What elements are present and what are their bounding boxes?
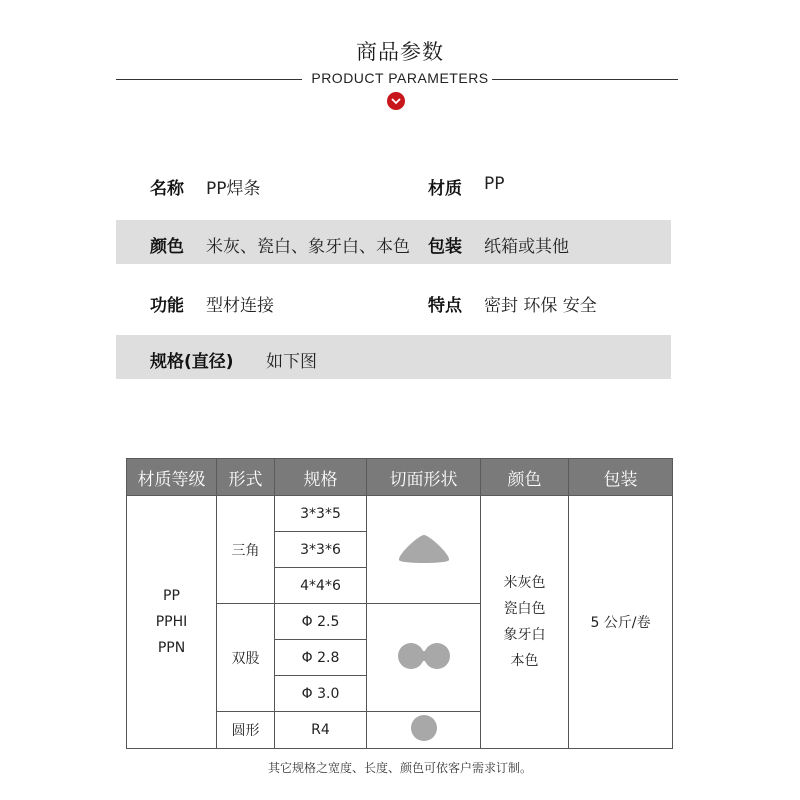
param-row-name [116, 162, 671, 206]
param-label: 包装 [428, 237, 462, 257]
footnote: 其它规格之宽度、长度、颜色可依客户需求订制。 [267, 761, 532, 775]
param-row-function [116, 279, 671, 323]
spec-cell: Φ 2.5 [275, 604, 367, 640]
color-item: 瓷白色 [503, 601, 546, 617]
column-header: 包装 [569, 459, 673, 496]
grade-item: PPHI [155, 614, 188, 630]
spec-cell: 4*4*6 [275, 568, 367, 604]
shape-cell [367, 496, 481, 604]
double-strand-shape [394, 636, 454, 676]
grade-cell [127, 496, 217, 749]
spec-cell: Φ 3.0 [275, 676, 367, 712]
triangle-shape [394, 528, 454, 568]
param-value: PP [484, 174, 505, 194]
param-row-color [116, 220, 671, 264]
param-value: PP焊条 [206, 179, 261, 199]
color-item: 本色 [510, 653, 539, 669]
spec-cell: 3*3*6 [275, 532, 367, 568]
param-value: 型材连接 [206, 296, 274, 316]
column-header: 切面形状 [367, 459, 481, 496]
subtitle-row [0, 70, 800, 90]
packaging-cell: 5 公斤/卷 [569, 496, 673, 749]
spec-cell: R4 [275, 712, 367, 749]
form-cell: 三角 [217, 496, 275, 604]
param-label: 规格(直径) [150, 352, 234, 372]
color-cell [481, 496, 569, 749]
page-title: 商品参数 [356, 40, 444, 64]
color-item: 米灰色 [503, 575, 546, 591]
param-value: 如下图 [266, 352, 317, 372]
param-label: 功能 [150, 296, 184, 316]
param-label: 颜色 [150, 237, 184, 257]
grade-item: PPN [157, 640, 186, 656]
param-label: 特点 [428, 296, 462, 316]
form-cell: 双股 [217, 604, 275, 712]
column-header: 规格 [275, 459, 367, 496]
color-item: 象牙白 [503, 627, 546, 643]
divider-right [492, 79, 678, 80]
grade-item: PP [163, 588, 180, 604]
param-row-spec [116, 335, 671, 379]
column-header: 形式 [217, 459, 275, 496]
param-value: 密封 环保 安全 [484, 296, 597, 316]
shape-cell [367, 604, 481, 712]
circle-shape [408, 712, 440, 744]
spec-table [126, 458, 673, 749]
param-label: 名称 [150, 179, 184, 199]
table-row [127, 496, 673, 532]
param-label: 材质 [428, 179, 462, 199]
table-header-row [127, 459, 673, 496]
param-value: 纸箱或其他 [484, 237, 569, 257]
shape-cell [367, 712, 481, 749]
spec-cell: 3*3*5 [275, 496, 367, 532]
spec-cell: Φ 2.8 [275, 640, 367, 676]
form-cell: 圆形 [217, 712, 275, 749]
page-subtitle: PRODUCT PARAMETERS [311, 70, 489, 86]
column-header: 材质等级 [127, 459, 217, 496]
column-header: 颜色 [481, 459, 569, 496]
chevron-down-icon [387, 92, 405, 110]
param-value: 米灰、瓷白、象牙白、本色 [206, 237, 410, 257]
